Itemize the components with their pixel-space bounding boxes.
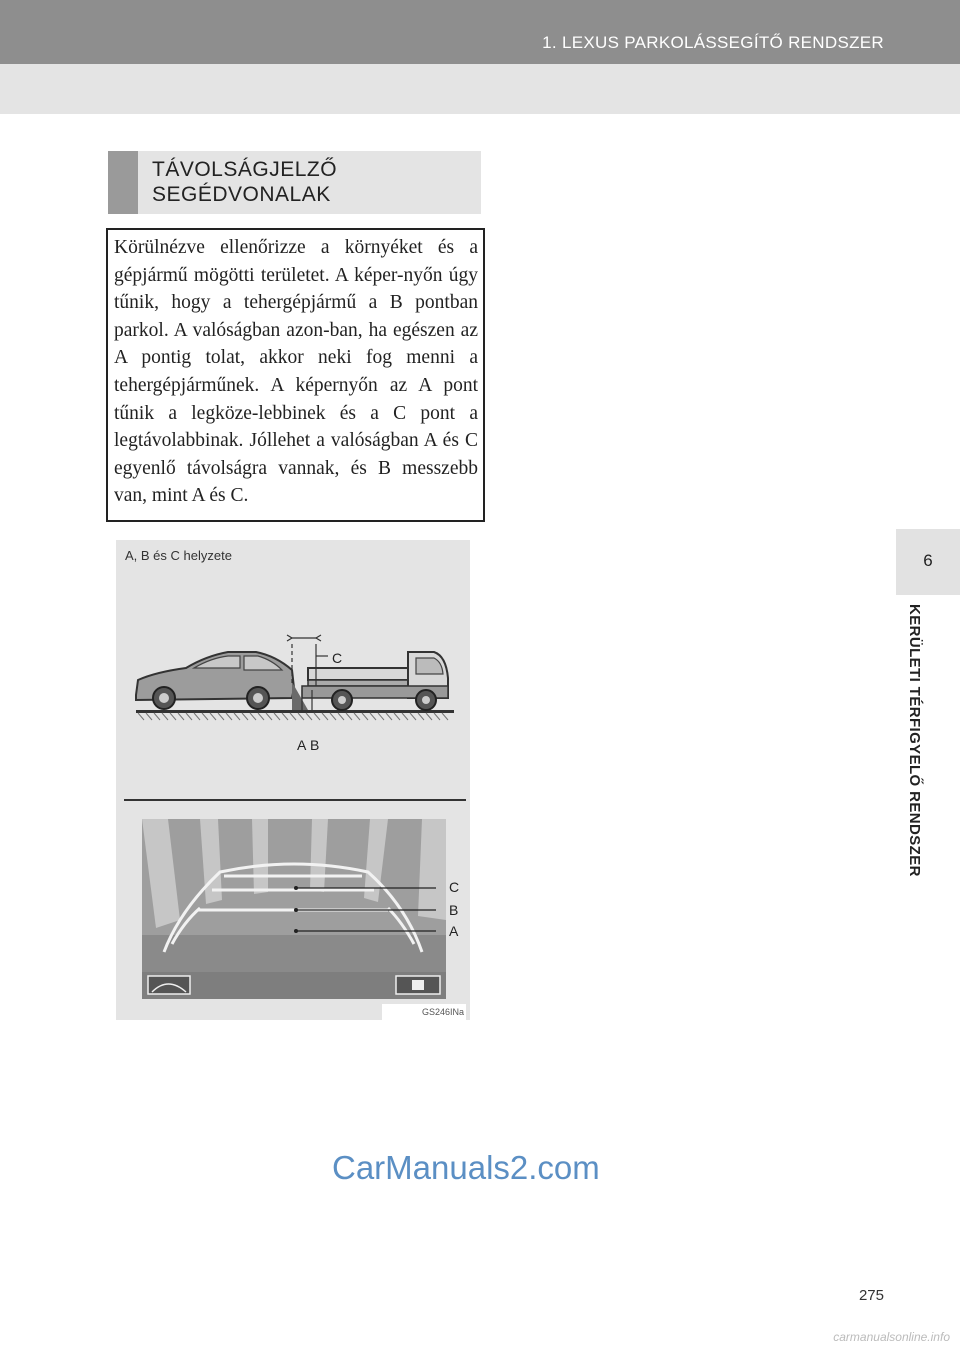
- chapter-side-label: KERÜLETI TÉRFIGYELŐ RENDSZER: [906, 604, 923, 877]
- side-view: [136, 635, 454, 753]
- chapter-number: 6: [923, 551, 933, 570]
- screen-label-c: C: [449, 879, 460, 895]
- footer-url: carmanualsonline.info: [833, 1330, 950, 1344]
- section-heading: [108, 151, 481, 214]
- header-bar: [0, 0, 960, 64]
- page-number: 275: [858, 1287, 884, 1304]
- chapter-title: 1. LEXUS PARKOLÁSSEGÍTŐ RENDSZER: [542, 33, 884, 52]
- figure-illustration: [116, 540, 470, 1020]
- header-band: [0, 64, 960, 114]
- section-title-line1: TÁVOLSÁGJELZŐ: [152, 158, 338, 181]
- side-label-c: C: [332, 650, 343, 666]
- camera-screen: [142, 819, 459, 999]
- screen-label-b: B: [449, 902, 459, 918]
- sensor-icon-dot: [412, 980, 424, 990]
- ground-line: [136, 710, 454, 713]
- figure-separator: [124, 799, 466, 801]
- section-heading-marker: [108, 151, 138, 214]
- point-c-marker: [294, 886, 298, 890]
- chapter-tab: [896, 529, 960, 595]
- figure-code: GS246INa: [382, 1004, 466, 1020]
- side-label-b: B: [310, 737, 320, 753]
- car-illustration: [136, 652, 294, 709]
- note-text: Körülnézve ellenőrizze a környéket és a gépjármű mögötti területet. A képer-nyőn úgy tűnik, hogy a tehergépjármű a B pontban parkol. A valóságban azon-ban, ha egészen az A pontig tolat, akkor neki fog menni a tehergépjárműnek. A képernyőn az A pont tűnik a legköze-lebbinek és a C pont a legtávolabbinak. Jóllehet a valóságban A és C egyenlő távolságra vannak, és B messzebb van, mint A és C.: [114, 237, 478, 507]
- point-a-marker: [294, 929, 298, 933]
- note-box: [106, 228, 485, 522]
- side-label-a: A: [297, 737, 307, 753]
- ground-hatch: [138, 713, 448, 720]
- section-title: [152, 157, 337, 207]
- watermark-text: CarManuals2.com: [332, 1149, 600, 1186]
- section-title-line2: SEGÉDVONALAK: [152, 183, 331, 206]
- figure-caption: A, B és C helyzete: [125, 548, 232, 563]
- truck-illustration: [302, 652, 448, 710]
- screen-label-a: A: [449, 923, 459, 939]
- point-b-marker: [294, 908, 298, 912]
- figure-panel: [116, 540, 470, 1020]
- guide-mode-icon: [148, 976, 190, 994]
